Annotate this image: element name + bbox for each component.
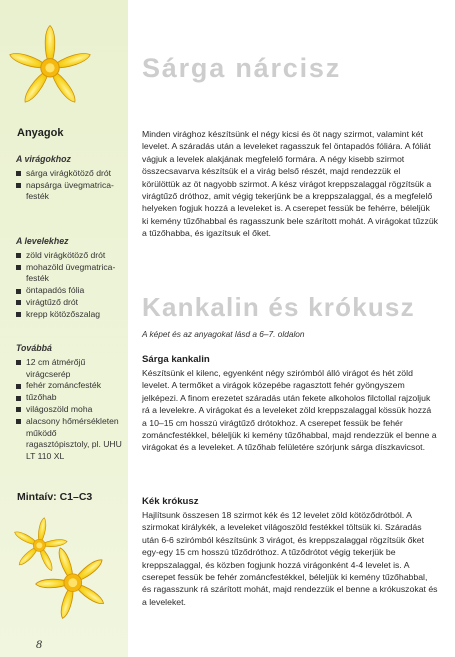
article-body-narcissus: Minden virághoz készítsünk el négy kicsi és öt nagy szirmot, valamint két levelet. A száradás után a leveleket ragasszuk fel öntapadós fóliára. A fóliát vágjuk a levelek alakjának megfelelő formára. A négy kisebb szirmot összecsavarva készítsük el a virág belső részét, majd rendezzük el körülöttük az öt nagyobb szirmot. A kész virágot kreppszalaggal rögzítsük a virágtűző dróthoz, amit végig tekerjünk be a kreppszalaggal, és a megfelelő helyeken fogjuk hozzá a leveleket is. A cserepet fessük be fehérre, béleljük ki kemény tűzőhabbal és ragasszunk bele szárított mohát. A virágokat tűzzük a tűzőhabba, és igazítsuk el őket. [142, 129, 439, 239]
daffodil-flower-illustration [2, 508, 120, 626]
list-item: sárga virágkötöző drót [16, 168, 122, 180]
materials-section-leaves [16, 236, 122, 321]
list-item: zöld virágkötöző drót [16, 250, 122, 262]
page-number: 8 [36, 637, 42, 651]
list-item: napsárga üvegmatrica-festék [16, 180, 122, 204]
pattern-sheet-label: Mintaív: C1–C3 [17, 491, 93, 503]
section-heading: A levelekhez [16, 236, 69, 246]
section-heading-primrose: Sárga kankalin [142, 354, 210, 365]
materials-title: Anyagok [17, 127, 64, 139]
section-heading: A virágokhoz [16, 154, 71, 164]
list-item: 12 cm átmérőjű virágcserép [16, 357, 122, 381]
article-title-narcissus: Sárga nárcisz [142, 53, 341, 83]
list-item: tűzőhab [16, 392, 122, 404]
list-item: világoszöld moha [16, 404, 122, 416]
section-body-primrose: Készítsünk el kilenc, egyenként négy szirómból álló virágot és hét zöld levelet. A termőket a virágok közepébe ragasztott fehér gyöngyszem jelképezi. A finom erezetet száradás után fekete alkoholos filctollal rajzoljuk rá a levelekre. A virágokat és a leveleket zöld kreppszalaggal kössük hozzá a 10–15 cm hosszú virágtűző drótokhoz. A cserepet fessük be fehér zománcfestékkel, béleljük ki kemény tűzőhabbal, majd rendezzük el benne a virágokat és a leveleket. A tűzőhab felületére szórjunk sárga díszkavicsot. [142, 368, 437, 453]
list-item: öntapadós fólia [16, 285, 122, 297]
list-item: krepp kötözőszalag [16, 309, 122, 321]
list-item: alacsony hőmérsékleten működő ragasztópisztoly, pl. UHU LT 110 XL [16, 416, 122, 463]
section-heading-crocus: Kék krókusz [142, 496, 199, 507]
materials-section-flowers [16, 154, 122, 203]
list-item: fehér zománcfesték [16, 380, 122, 392]
section-heading: Továbbá [16, 343, 52, 353]
list-item: mohazöld üvegmatrica-festék [16, 262, 122, 286]
materials-section-other [16, 343, 122, 463]
daffodil-flower-illustration [4, 20, 96, 112]
article-subtitle: A képet és az anyagokat lásd a 6–7. oldalon [142, 329, 305, 339]
list-item: virágtűző drót [16, 297, 122, 309]
section-body-crocus: Hajlítsunk összesen 18 szirmot kék és 12 levelet zöld kötöződrótból. A szirmokat királykék, a leveleket világoszöld festékkel töltsük ki. Száradás után 6-6 szirómból készítsünk 3 virágot, és kreppszalaggal rögzítsük őket egy-egy 15 cm hosszú tűződróthoz. A tűződrótot végig tekerjük be kreppszalaggal, és közben fogjunk hozzá virágonként 4-4 levelet is. A cserepet fessük be fehér zománcfestékkel, béleljük ki kemény tűzőhabbal, és ragasszunk rá szárított mohát, majd rendezzük el benne a krókuszokat és a leveleket. [142, 510, 438, 607]
article-title-primrose-crocus: Kankalin és krókusz [142, 292, 415, 322]
